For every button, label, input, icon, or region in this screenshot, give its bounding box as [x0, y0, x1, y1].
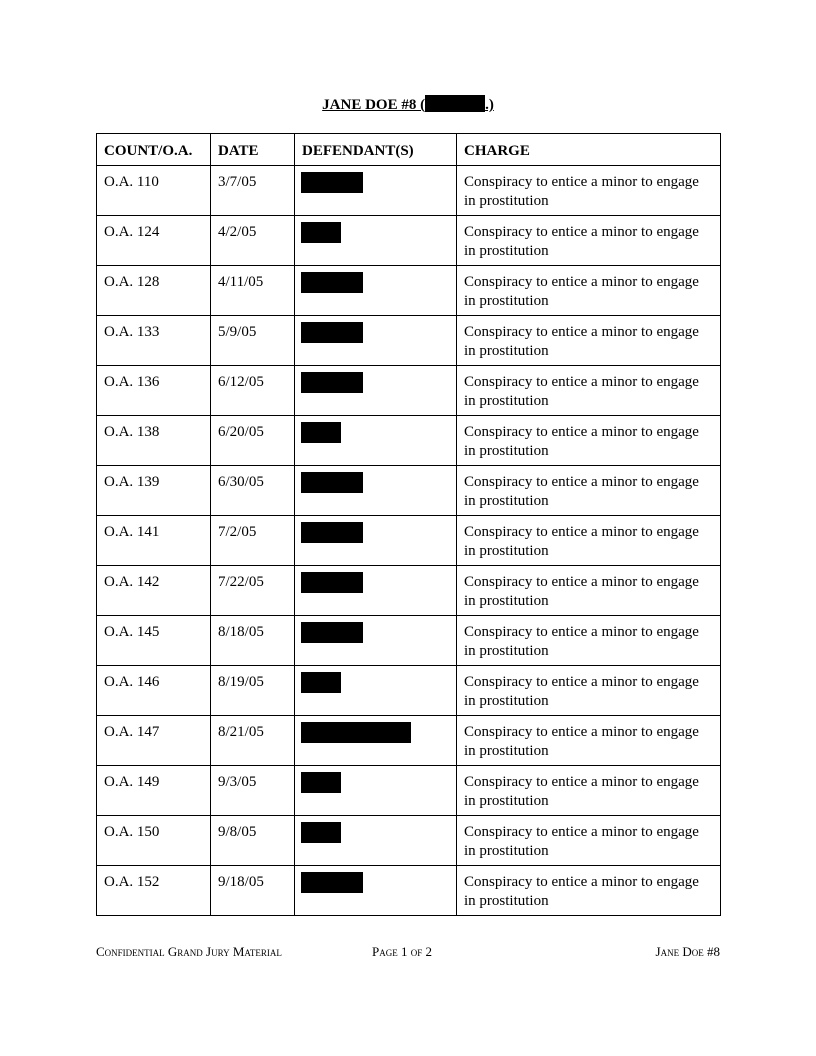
- cell-defendant: [295, 466, 457, 516]
- cell-count: O.A. 138: [97, 416, 211, 466]
- header-charge: CHARGE: [457, 134, 721, 166]
- cell-count: O.A. 133: [97, 316, 211, 366]
- cell-defendant: [295, 866, 457, 916]
- cell-date: 8/18/05: [211, 616, 295, 666]
- cell-count: O.A. 145: [97, 616, 211, 666]
- cell-charge: Conspiracy to entice a minor to engage in prostitution: [457, 716, 721, 766]
- cell-charge: Conspiracy to entice a minor to engage in prostitution: [457, 766, 721, 816]
- cell-defendant: [295, 666, 457, 716]
- cell-defendant: [295, 566, 457, 616]
- table-row: [97, 866, 721, 916]
- table-row: [97, 816, 721, 866]
- title-prefix: JANE DOE #8 (: [322, 97, 426, 113]
- cell-charge: Conspiracy to entice a minor to engage in prostitution: [457, 566, 721, 616]
- cell-charge: Conspiracy to entice a minor to engage in prostitution: [457, 216, 721, 266]
- header-date: DATE: [211, 134, 295, 166]
- cell-charge: Conspiracy to entice a minor to engage in prostitution: [457, 466, 721, 516]
- cell-date: 4/11/05: [211, 266, 295, 316]
- cell-count: O.A. 152: [97, 866, 211, 916]
- table-row: [97, 166, 721, 216]
- cell-charge: Conspiracy to entice a minor to engage in prostitution: [457, 366, 721, 416]
- table-row: [97, 716, 721, 766]
- cell-count: O.A. 147: [97, 716, 211, 766]
- table-row: [97, 566, 721, 616]
- cell-count: O.A. 110: [97, 166, 211, 216]
- cell-date: 3/7/05: [211, 166, 295, 216]
- cell-charge: Conspiracy to entice a minor to engage in prostitution: [457, 316, 721, 366]
- cell-count: O.A. 149: [97, 766, 211, 816]
- footer-page-number: Page 1 of 2: [372, 944, 432, 959]
- cell-charge: Conspiracy to entice a minor to engage in prostitution: [457, 516, 721, 566]
- redaction-box: [301, 572, 363, 593]
- cell-date: 7/22/05: [211, 566, 295, 616]
- table-row: [97, 416, 721, 466]
- redaction-box: [301, 222, 341, 243]
- cell-defendant: [295, 366, 457, 416]
- cell-date: 6/12/05: [211, 366, 295, 416]
- cell-defendant: [295, 216, 457, 266]
- cell-charge: Conspiracy to entice a minor to engage in prostitution: [457, 416, 721, 466]
- redaction-box: [301, 472, 363, 493]
- table-row: [97, 366, 721, 416]
- cell-date: 8/21/05: [211, 716, 295, 766]
- redaction-box: [301, 672, 341, 693]
- cell-defendant: [295, 266, 457, 316]
- cell-count: O.A. 146: [97, 666, 211, 716]
- header-count: COUNT/O.A.: [97, 134, 211, 166]
- cell-charge: Conspiracy to entice a minor to engage in prostitution: [457, 816, 721, 866]
- cell-count: O.A. 136: [97, 366, 211, 416]
- cell-date: 8/19/05: [211, 666, 295, 716]
- cell-date: 4/2/05: [211, 216, 295, 266]
- cell-date: 5/9/05: [211, 316, 295, 366]
- table-row: [97, 766, 721, 816]
- title-suffix: .): [485, 97, 494, 113]
- redaction-box: [301, 522, 363, 543]
- cell-charge: Conspiracy to entice a minor to engage in prostitution: [457, 166, 721, 216]
- footer-case-name: Jane Doe #8: [655, 944, 720, 959]
- redaction-box: [301, 722, 411, 743]
- cell-charge: Conspiracy to entice a minor to engage in prostitution: [457, 666, 721, 716]
- redaction-box: [301, 622, 363, 643]
- cell-defendant: [295, 416, 457, 466]
- cell-defendant: [295, 616, 457, 666]
- redaction-box: [301, 822, 341, 843]
- table-row: [97, 616, 721, 666]
- cell-charge: Conspiracy to entice a minor to engage in prostitution: [457, 616, 721, 666]
- cell-date: 9/3/05: [211, 766, 295, 816]
- table-header-row: [97, 134, 721, 166]
- table-row: [97, 666, 721, 716]
- table-body: [97, 166, 721, 916]
- redaction-box: [301, 872, 363, 893]
- redaction-box: [301, 422, 341, 443]
- table-row: [97, 316, 721, 366]
- header-defendants: DEFENDANT(S): [295, 134, 457, 166]
- cell-charge: Conspiracy to entice a minor to engage in prostitution: [457, 266, 721, 316]
- cell-count: O.A. 128: [97, 266, 211, 316]
- cell-date: 7/2/05: [211, 516, 295, 566]
- cell-charge: Conspiracy to entice a minor to engage in prostitution: [457, 866, 721, 916]
- title-text: [322, 97, 494, 113]
- redaction-box: [301, 772, 341, 793]
- cell-defendant: [295, 516, 457, 566]
- charges-table: [96, 133, 721, 916]
- redaction-box: [301, 322, 363, 343]
- table-row: [97, 516, 721, 566]
- table-row: [97, 466, 721, 516]
- redaction-box: [301, 272, 363, 293]
- footer-confidential: Confidential Grand Jury Material: [96, 944, 282, 959]
- redaction-box: [301, 372, 363, 393]
- cell-date: 9/8/05: [211, 816, 295, 866]
- cell-defendant: [295, 166, 457, 216]
- title-redaction: [425, 95, 485, 112]
- cell-count: O.A. 141: [97, 516, 211, 566]
- cell-defendant: [295, 316, 457, 366]
- cell-defendant: [295, 716, 457, 766]
- cell-defendant: [295, 816, 457, 866]
- cell-count: O.A. 124: [97, 216, 211, 266]
- document-title: [0, 95, 816, 115]
- cell-count: O.A. 142: [97, 566, 211, 616]
- cell-date: 6/20/05: [211, 416, 295, 466]
- cell-count: O.A. 150: [97, 816, 211, 866]
- table-row: [97, 216, 721, 266]
- table-row: [97, 266, 721, 316]
- cell-date: 6/30/05: [211, 466, 295, 516]
- cell-defendant: [295, 766, 457, 816]
- cell-date: 9/18/05: [211, 866, 295, 916]
- redaction-box: [301, 172, 363, 193]
- cell-count: O.A. 139: [97, 466, 211, 516]
